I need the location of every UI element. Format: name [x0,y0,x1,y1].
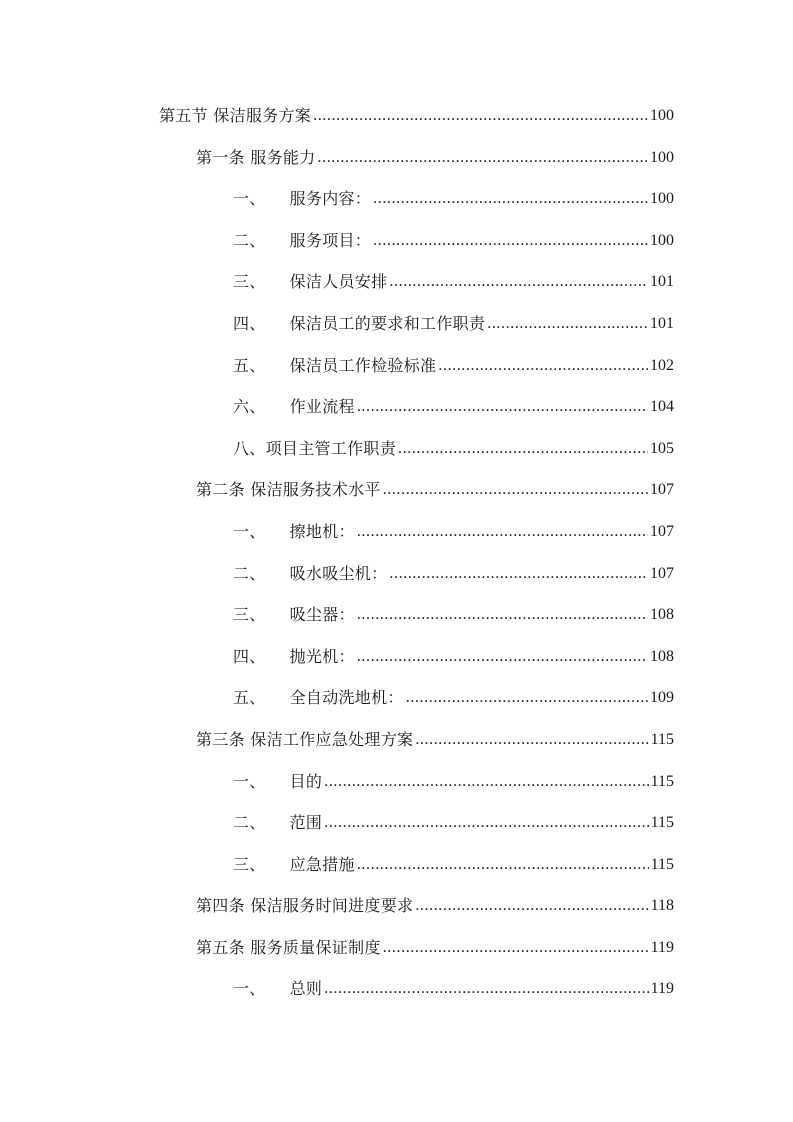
toc-entry-page: 108 [650,606,674,624]
toc-entry-prefix: 二、 [233,230,266,250]
toc-entry-page: 100 [650,190,674,208]
toc-entry-page: 109 [650,689,674,707]
toc-entry-title: 保洁人员安排 [289,272,388,292]
toc-entry-article-1[interactable] [0,146,793,188]
dot-leader [357,395,648,419]
toc-entry-item[interactable] [0,853,793,895]
toc-entry-page: 107 [650,522,674,540]
dot-leader [383,478,648,502]
toc-entry-prefix: 一、 [233,189,266,209]
toc-entry-title: 保洁服务时间进度要求 [250,896,414,916]
toc-entry-prefix: 六、 [233,397,266,417]
toc-entry-prefix: 一、 [233,979,266,999]
toc-entry-item[interactable] [0,270,793,312]
toc-entry-title: 作业流程 [289,397,355,417]
dot-leader [318,146,649,170]
toc-entry-page: 101 [650,273,674,291]
dot-leader [324,770,648,794]
toc-entry-section-5[interactable] [0,104,793,146]
dot-leader [357,645,648,669]
toc-entry-page: 100 [650,107,674,124]
toc-entry-prefix: 第二条 [196,480,245,500]
toc-entry-title: 抛光机： [289,646,355,666]
toc-entry-label [233,770,322,794]
table-of-contents [0,104,793,1019]
toc-entry-prefix: 第三条 [196,729,245,749]
toc-entry-item[interactable] [0,395,793,437]
toc-entry-title: 保洁服务技术水平 [250,480,381,500]
toc-entry-prefix: 一、 [233,771,266,791]
dot-leader [389,270,648,294]
dot-leader [324,811,648,835]
toc-entry-title: 服务内容： [289,189,372,209]
toc-entry-page: 119 [650,980,674,998]
toc-entry-prefix: 第五条 [196,937,245,957]
toc-entry-page: 115 [650,855,674,873]
dot-leader [438,354,648,378]
toc-entry-page: 115 [650,772,674,790]
toc-entry-title: 保洁服务方案 [213,106,312,125]
toc-entry-title: 服务质量保证制度 [250,937,381,957]
dot-leader [357,853,649,877]
toc-entry-label [233,853,355,877]
toc-entry-item[interactable] [0,603,793,645]
toc-entry-page: 102 [650,356,674,374]
toc-entry-label [196,146,316,170]
toc-entry-item[interactable] [0,977,793,1019]
toc-entry-label [233,437,396,461]
dot-leader [324,977,648,1001]
toc-entry-label [233,562,387,586]
toc-entry-title: 吸尘器： [289,605,355,625]
toc-entry-prefix: 第一条 [196,147,245,167]
toc-entry-label [233,603,355,627]
toc-entry-prefix: 八、 [233,438,266,458]
toc-entry-page: 118 [650,897,674,915]
toc-entry-title: 目的 [289,771,323,791]
toc-entry-prefix: 五、 [233,355,266,375]
toc-entry-label [233,520,355,544]
toc-entry-item[interactable] [0,811,793,853]
toc-entry-prefix: 三、 [233,605,266,625]
toc-entry-item[interactable] [0,562,793,604]
toc-entry-prefix: 三、 [233,272,266,292]
toc-entry-prefix: 第五节 [159,106,208,125]
toc-entry-page: 101 [650,314,674,332]
toc-entry-label [233,229,371,253]
toc-entry-label [196,936,381,960]
toc-entry-page: 119 [650,938,674,956]
toc-entry-item[interactable] [0,686,793,728]
dot-leader [313,104,648,128]
toc-entry-prefix: 一、 [233,521,266,541]
dot-leader [357,603,648,627]
dot-leader [383,936,649,960]
dot-leader [373,187,648,211]
toc-entry-prefix: 五、 [233,688,266,708]
toc-entry-label [233,811,322,835]
toc-entry-item[interactable] [0,354,793,396]
toc-entry-item[interactable] [0,645,793,687]
toc-entry-title: 保洁员工作检验标准 [289,355,437,375]
toc-entry-prefix: 二、 [233,813,266,833]
toc-entry-article-2[interactable] [0,478,793,520]
toc-entry-page: 107 [650,564,674,582]
toc-entry-title: 总则 [289,979,323,999]
toc-entry-page: 115 [650,730,674,748]
toc-entry-label [233,354,436,378]
toc-entry-item[interactable] [0,187,793,229]
dot-leader [373,229,648,253]
dot-leader [398,437,648,461]
toc-entry-title: 项目主管工作职责 [265,438,397,458]
toc-entry-page: 104 [650,398,674,416]
toc-entry-label [233,270,387,294]
toc-entry-page: 100 [650,148,674,166]
toc-entry-label [196,728,413,752]
dot-leader [415,894,648,918]
toc-entry-item[interactable] [0,229,793,271]
toc-entry-label [233,187,371,211]
toc-entry-label [196,478,381,502]
toc-entry-title: 保洁工作应急处理方案 [250,729,414,749]
toc-entry-title: 全自动洗地机： [289,688,404,708]
toc-entry-title: 应急措施 [289,854,355,874]
toc-entry-item[interactable] [0,437,793,479]
toc-entry-item[interactable] [0,520,793,562]
toc-entry-article-3[interactable] [0,728,793,770]
toc-entry-title: 保洁员工的要求和工作职责 [289,313,486,333]
toc-entry-prefix: 四、 [233,646,266,666]
toc-entry-page: 108 [650,647,674,665]
dot-leader [415,728,648,752]
toc-entry-prefix: 第四条 [196,896,245,916]
toc-entry-label [233,312,485,336]
dot-leader [389,562,648,586]
toc-entry-prefix: 二、 [233,563,266,583]
toc-entry-title: 服务项目： [289,230,372,250]
toc-entry-page: 115 [650,814,674,832]
toc-entry-article-5[interactable] [0,936,793,978]
toc-entry-title: 范围 [289,813,323,833]
toc-entry-label [196,894,413,918]
toc-entry-label [233,645,355,669]
toc-entry-label [233,395,355,419]
toc-entry-page: 105 [650,439,674,457]
toc-entry-item[interactable] [0,312,793,354]
toc-entry-title: 服务能力 [250,147,316,167]
toc-entry-title: 擦地机： [289,521,355,541]
dot-leader [487,312,648,336]
toc-entry-page: 100 [650,231,674,249]
toc-entry-item[interactable] [0,770,793,812]
toc-entry-prefix: 四、 [233,313,266,333]
toc-entry-page: 107 [650,481,674,499]
toc-entry-label [159,104,311,128]
toc-entry-article-4[interactable] [0,894,793,936]
dot-leader [357,520,648,544]
toc-entry-prefix: 三、 [233,854,266,874]
toc-entry-label [233,686,404,710]
dot-leader [406,686,648,710]
toc-entry-title: 吸水吸尘机： [289,563,388,583]
toc-entry-label [233,977,322,1001]
